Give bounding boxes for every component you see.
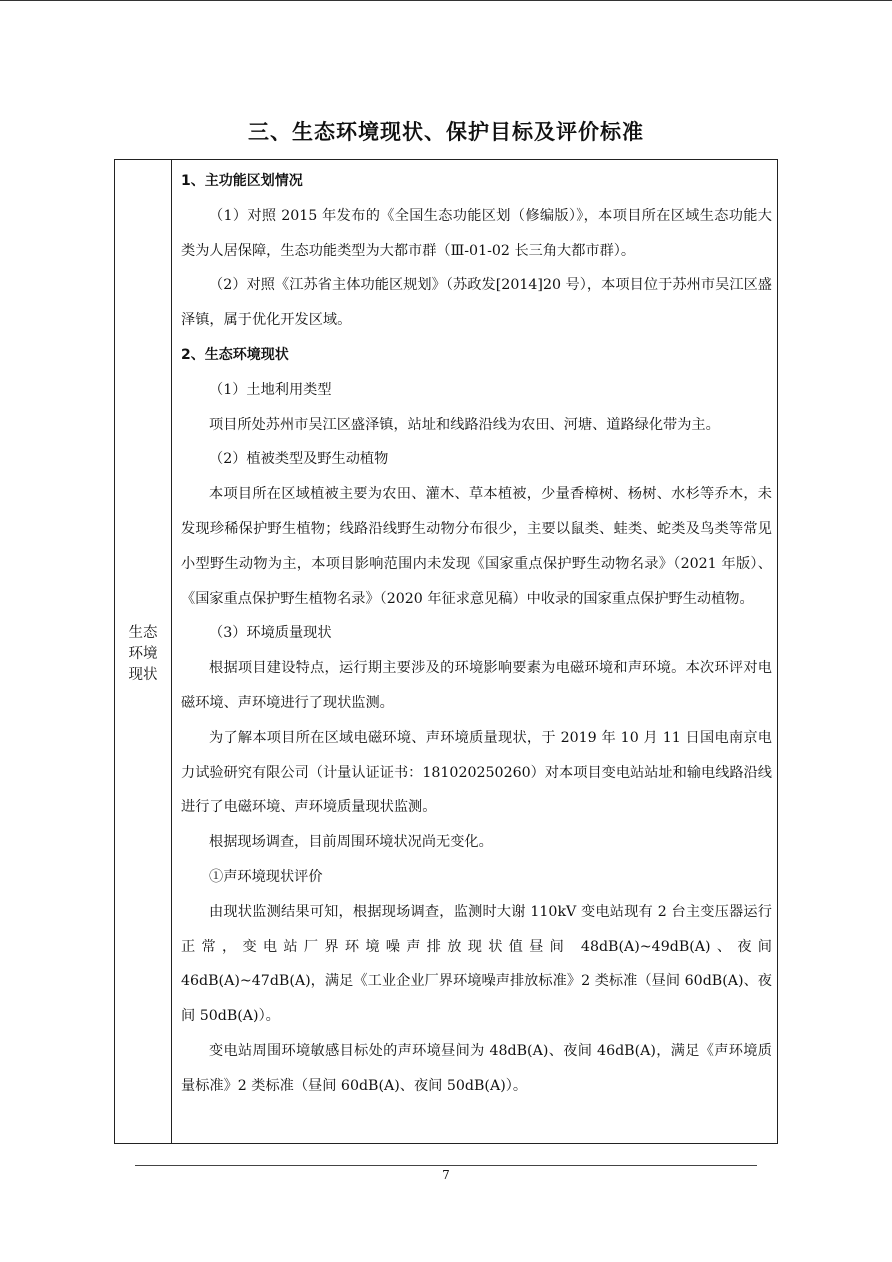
paragraph: 根据现场调查，目前周围环境状况尚无变化。 xyxy=(209,834,493,851)
paragraph: 根据项目建设特点，运行期主要涉及的环境影响要素为电磁环境和声环境。本次环评对电磁环境、声环境进行了现状监测。 xyxy=(181,660,772,711)
table-label-column xyxy=(115,160,172,1143)
row-label-line: 生态 xyxy=(128,625,158,641)
paragraph: 项目所处苏州市吴江区盛泽镇，站址和线路沿线为农田、河塘、道路绿化带为主。 xyxy=(209,416,720,433)
section-heading: 2、生态环境现状 xyxy=(181,346,289,363)
paragraph: 由现状监测结果可知，根据现场调查，监测时大谢 110kV 变电站现有 2 台主变压器运行正常，变电站厂界环境噪声排放现状值昼间 48dB(A)~49dB(A)、夜间 46dB(A)~47dB(A)，满足《工业企业厂界环境噪声排放标准》2 类标准（昼间 60dB(A)、夜间 50dB(A)）。 xyxy=(181,903,772,1025)
paragraph: 为了解本项目所在区域电磁环境、声环境质量现状，于 2019 年 10 月 11 日国电南京电力试验研究有限公司（计量认证证书：181020250260）对本项目变电站站址和输电线路沿线进行了电磁环境、声环境质量现状监测。 xyxy=(181,729,772,816)
paragraph: （2）对照《江苏省主体功能区规划》（苏政发[2014]20 号），本项目位于苏州市吴江区盛泽镇，属于优化开发区域。 xyxy=(181,277,772,329)
paragraph: （2）植被类型及野生动植物 xyxy=(209,451,389,468)
paragraph: （1）对照 2015 年发布的《全国生态功能区划（修编版）》，本项目所在区域生态功能大类为人居保障，生态功能类型为大都市群（Ⅲ-01-02 长三角大都市群）。 xyxy=(181,207,772,259)
row-label-line: 现状 xyxy=(128,667,158,683)
content-table xyxy=(114,159,778,1144)
paragraph: 变电站周围环境敏感目标处的声环境昼间为 48dB(A)、夜间 46dB(A)，满足《声环境质量标准》2 类标准（昼间 60dB(A)、夜间 50dB(A)）。 xyxy=(181,1042,772,1094)
paragraph: 本项目所在区域植被主要为农田、灌木、草本植被，少量香樟树、杨树、水杉等乔木，未发现珍稀保护野生植物；线路沿线野生动物分布很少，主要以鼠类、蛙类、蛇类及鸟类等常见小型野生动物为主，本项目影响范围内未发现《国家重点保护野生动物名录》（2021 年版）、《国家重点保护野生植物名录》（2020 年征求意见稿）中收录的国家重点保护野生动植物。 xyxy=(181,486,772,607)
table-content-cell xyxy=(181,164,772,1104)
top-border-line xyxy=(0,0,892,1)
paragraph: （3）环境质量现状 xyxy=(209,625,332,642)
paragraph: ①声环境现状评价 xyxy=(209,868,323,885)
section-heading: 1、主功能区划情况 xyxy=(181,173,303,189)
row-label-line: 环境 xyxy=(128,646,158,662)
page-number: 7 xyxy=(442,1168,450,1182)
paragraph: （1）土地利用类型 xyxy=(209,381,332,398)
footer-rule xyxy=(135,1165,757,1166)
row-label xyxy=(115,623,171,686)
page-title: 三、生态环境现状、保护目标及评价标准 xyxy=(248,120,644,144)
